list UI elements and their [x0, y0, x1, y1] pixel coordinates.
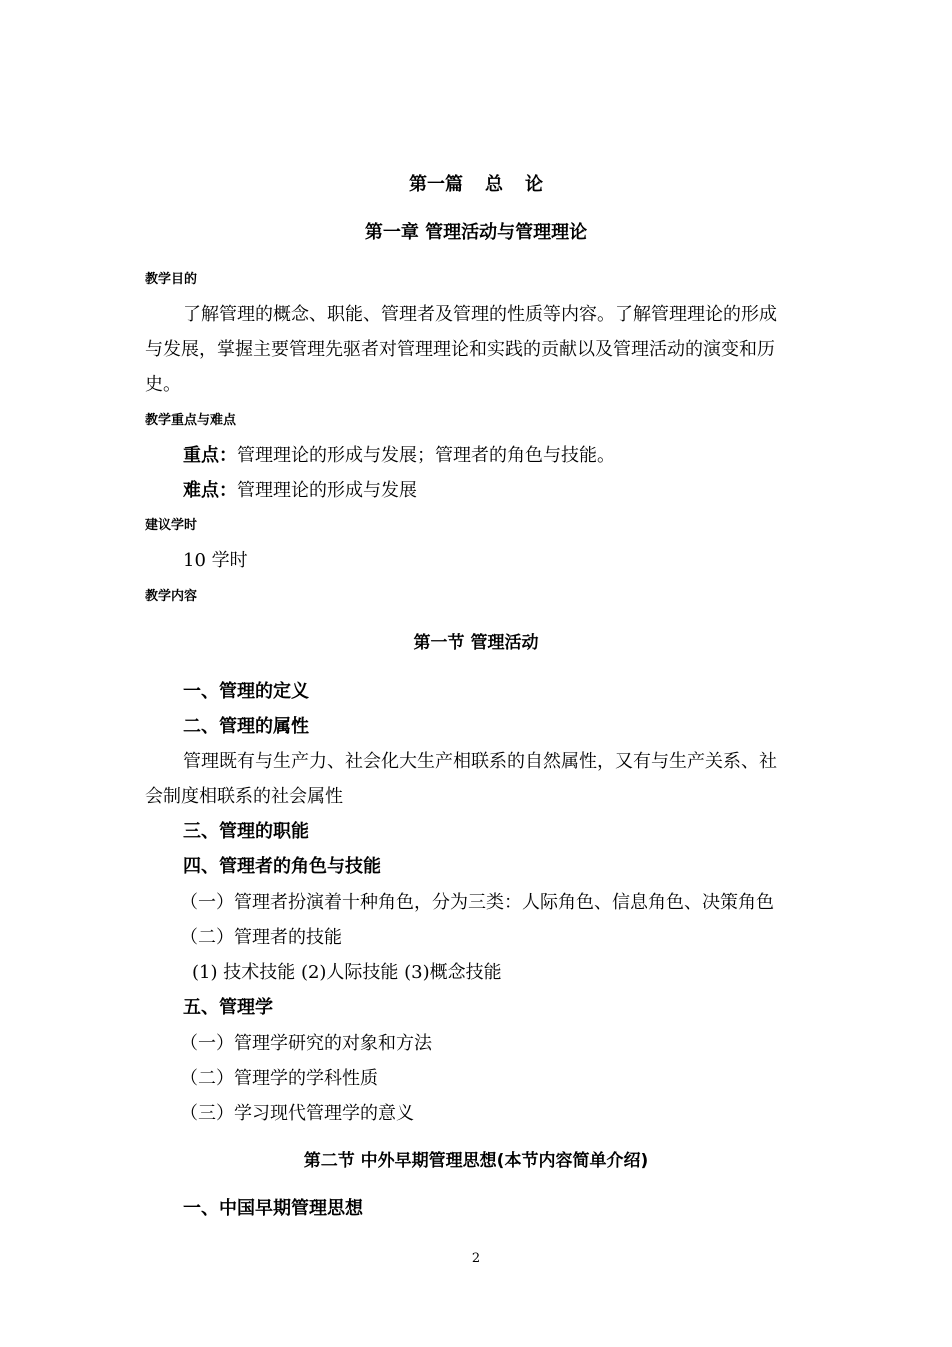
difficulty-text: 管理理论的形成与发展 [237, 480, 417, 501]
attributes-text-line-2: 会制度相联系的社会属性 [145, 786, 343, 807]
focus-line [183, 447, 615, 465]
attributes-text-line-1: 管理既有与生产力、社会化大生产相联系的自然属性，又有与生产关系、社 [183, 751, 777, 772]
management-item-3: （三）学习现代管理学的意义 [180, 1103, 414, 1124]
section-1-heading-3: 三、管理的职能 [183, 821, 309, 842]
page-number: 2 [471, 1251, 481, 1266]
focus-text: 管理理论的形成与发展；管理者的角色与技能。 [237, 445, 615, 466]
hours-label: 建议学时 [145, 518, 198, 533]
chapter-title: 第一章 管理活动与管理理论 [364, 222, 588, 243]
section-1-title: 第一节 管理活动 [413, 633, 539, 653]
skills-list: (1) 技术技能 (2)人际技能 (3)概念技能 [192, 962, 502, 983]
roles-item-2: （二）管理者的技能 [180, 927, 342, 948]
part-title-word-2: 论 [525, 174, 543, 195]
content-label: 教学内容 [145, 589, 198, 604]
section-1-heading-1: 一、管理的定义 [183, 681, 309, 702]
part-title-word-1: 总 [485, 174, 503, 195]
section-1-heading-5: 五、管理学 [183, 997, 273, 1018]
roles-item-1: （一）管理者扮演着十种角色，分为三类：人际角色、信息角色、决策角色 [180, 892, 774, 913]
focus-label: 重点： [183, 445, 237, 466]
part-title-number: 第一篇 [409, 174, 463, 195]
part-title [0, 176, 952, 194]
management-item-1: （一）管理学研究的对象和方法 [180, 1033, 432, 1054]
difficulty-label: 难点： [183, 480, 237, 501]
objectives-text-line-3: 史。 [145, 374, 181, 395]
difficulty-line [183, 482, 417, 500]
section-2-title: 第二节 中外早期管理思想(本节内容简单介绍) [303, 1151, 649, 1171]
management-item-2: （二）管理学的学科性质 [180, 1068, 378, 1089]
section-1-heading-4: 四、管理者的角色与技能 [183, 856, 381, 877]
objectives-label: 教学目的 [145, 272, 198, 287]
hours-value: 10 学时 [183, 550, 248, 571]
section-1-heading-2: 二、管理的属性 [183, 716, 309, 737]
key-points-label: 教学重点与难点 [145, 413, 237, 428]
objectives-text-line-1: 了解管理的概念、职能、管理者及管理的性质等内容。了解管理理论的形成 [183, 304, 777, 325]
objectives-text-line-2: 与发展，掌握主要管理先驱者对管理理论和实践的贡献以及管理活动的演变和历 [145, 339, 775, 360]
section-2-heading-1: 一、中国早期管理思想 [183, 1198, 363, 1219]
